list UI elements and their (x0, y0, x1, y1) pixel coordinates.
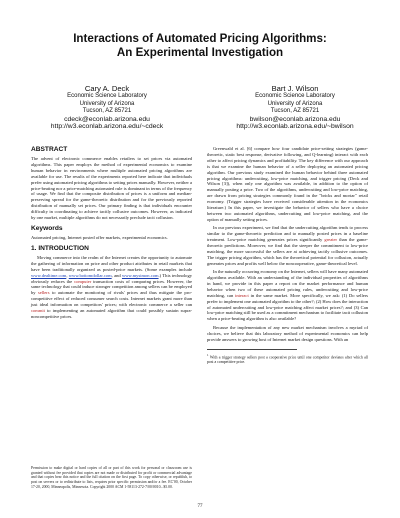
body-text: In the naturally occurring economy on the Internet, sellers will have many automated algorithms available. With an understanding of the individual properties of algorithms in hand, we provide in this paper a report on the market performance and human behavior when two of these automated pricing rules, undercutting and low-price matching, can (207, 269, 368, 298)
intro-separator: , and (111, 272, 122, 278)
author-email: cdeck@econlab.arizona.edu (64, 115, 150, 123)
author-affiliation: Economic Science Laboratory (255, 93, 335, 99)
footnote-mark: 1 (207, 352, 209, 357)
introduction-paragraph (31, 255, 192, 320)
author-url: http://w3.econlab.arizona.edu/~bwilson (236, 123, 354, 131)
introduction-heading: 1. INTRODUCTION (31, 244, 89, 252)
title-line-1: Interactions of Automated Pricing Algorithms: (73, 32, 327, 45)
author-university: University of Arizona (267, 100, 323, 107)
keywords-text: Automated pricing, Internet posted offer markets, experimental economics. (31, 234, 168, 240)
link-bottomdollar[interactable]: www.bottomdollar.com (68, 272, 112, 278)
footnote-text: With a trigger strategy sellers post a cooperative price until one competitor deviates after which all post a competitive price. (207, 354, 369, 364)
author-block-1 (22, 84, 192, 131)
author-block-2 (210, 84, 380, 131)
body-text: In our previous experiment, we find that the undercutting algorithm tends to process similar to the game-theoretic prediction and to manually posted prices in a baseline treatment. Low-price matching generates prices significantly (207, 225, 368, 243)
author-university: University of Arizona (79, 100, 135, 107)
title-line-2: An Experimental Investigation (116, 46, 284, 59)
author-city: Tucson, AZ 85721 (270, 108, 320, 115)
right-column (207, 146, 368, 365)
intro-separator: , (66, 272, 69, 278)
link-dealtime[interactable]: www.dealtime.com (31, 272, 67, 278)
abstract-text: The advent of electronic commerce enables retailers to set prices via automated algorithms. This paper employs the method of experimental economics to examine human behavior in environments where multiple automated pricing algorithms are available for use. The results of the experiments reported here indicate that individuals prefer using automated pricing algorithms to setting prices manually. However, neither a price-beating nor a price-matching automated rule is dominant in terms of the frequency of usage. We find that the composite distribution of prices is a uniform and median-preserving spread for the game-theoretic distribution and for the previously reported distribution of manually set prices. Our primary finding is that individuals encounter difficulty in coordinating to achieve tacitly collusive outcomes. However, as indicated by one market, multiple algorithms do not necessarily preclude tacit collusion. (31, 156, 193, 221)
intro-text: .) This technology obviously reduces the (31, 272, 192, 284)
author-city: Tucson, AZ 85721 (82, 108, 132, 115)
left-column (31, 146, 192, 322)
page-number: 77 (197, 504, 203, 509)
keywords-heading: Keywords (31, 224, 63, 232)
highlighted-word: sellers (37, 290, 50, 296)
right-paragraph-2 (207, 225, 368, 266)
highlighted-word: interact (235, 292, 249, 298)
intro-text: to implementing an automated algorithm that could possibly sustain supra-noncompetitive prices. (31, 308, 192, 319)
footnote (207, 353, 368, 365)
highlighted-word: greater (324, 237, 338, 243)
footnote-rule (207, 349, 297, 350)
link-mysimon[interactable]: www.mysimon.com (121, 272, 159, 278)
right-paragraph-3 (207, 269, 368, 322)
author-url: http://w3.econlab.arizona.edu/~cdeck (50, 123, 164, 131)
intro-text: transaction costs of comparing prices. However, the same technology that could induce stronger competition among sellers can be employed by (31, 278, 192, 296)
abstract-heading: ABSTRACT (31, 146, 68, 153)
highlighted-word: commit (31, 308, 45, 314)
paper-title (0, 32, 400, 60)
author-email: bwilson@econlab.arizona.edu (249, 115, 341, 123)
intro-text: Moving commerce into the realm of the Internet creates the opportunity to automate the gathering of information on price and other product attributes in retail markets that have been traditionally organized as posted-price markets. (Some examples include (31, 254, 192, 272)
right-paragraph-4: Because the implementation of any new market mechanism involves a myriad of choices, we believe that this laboratory method of experimental economics can help provide answers to growing host of Internet market design questions. With an (207, 324, 368, 342)
body-text: in the same market. More specifically, we ask: (1) Do sellers prefer to implement one automated algorithm to the other?; (2) How does the interaction of automated undercutting and low-price matching affect market prices?; and (3) Can low-price matching still be used as a commitment mechanism to facilitate tacit collusion when a price-beating algorithm is also available? (207, 292, 369, 322)
highlighted-word: computer (74, 278, 92, 284)
body-text: than the game-theoretic predictions. Moreover, we find that the steeper the commitment to low-price matching, the more successful the sellers are at achieving tacitly collusive outcomes. The trigger pricing algorithm, which has the theoretical potential for collusion, actually generates prices and profits well below the noncooperative, game-theoretical level. (207, 237, 368, 266)
intro-text: to automate the monitoring of rivals' prices and thus mitigate the pro-competitive effect of reduced consumer search costs. Internet markets grant more than just ideal information on competitors' prices; with electronic commerce a seller can (31, 290, 192, 308)
author-affiliation: Economic Science Laboratory (67, 93, 147, 99)
right-paragraph-1: Greenwald et al. [6] compare how four candidate price-setting strategies (game-theoretic, static best response, derivative following, and Q-learning) interact with each other to affect pricing dynamics and profitability. The key difference with our approach is that we examine the human behavior of a seller deploying an automated pricing algorithm. Our previous study examined the human behavior behind three automated pricing algorithms: undercutting, low-price matching, and trigger pricing (Deck and Wilson [3]), when only one algorithm was available, in addition to the option of manually posting a price. Two of the algorithms, undercutting and low-price matching, are drawn from pricing strategies commonly found in the "bricks and mortar" retail economy. (Trigger strategies have received considerable attention in the economics literature.) In this paper, we investigate the behavior of sellers who have a choice between two automated algorithms, undercutting and low-price matching, and the option of manually setting prices. (207, 146, 368, 222)
author-name: Cary A. Deck (84, 84, 130, 93)
author-name: Bart J. Wilson (271, 84, 319, 93)
copyright-notice: Permission to make digital or hard copies of all or part of this work for personal or classroom use is granted without fee provided that copies are not made or distributed for profit or commercial advantage and that copies bear this notice and the full citation on the first page. To copy otherwise, or republish, to post on servers or to redistribute to lists, requires prior specific permission and/or a fee. EC'00, October 17-20, 2000, Minneapolis, Minnesota. Copyright 2000 ACM 1-58113-272-7/00/0010...$5.00. (31, 466, 192, 489)
